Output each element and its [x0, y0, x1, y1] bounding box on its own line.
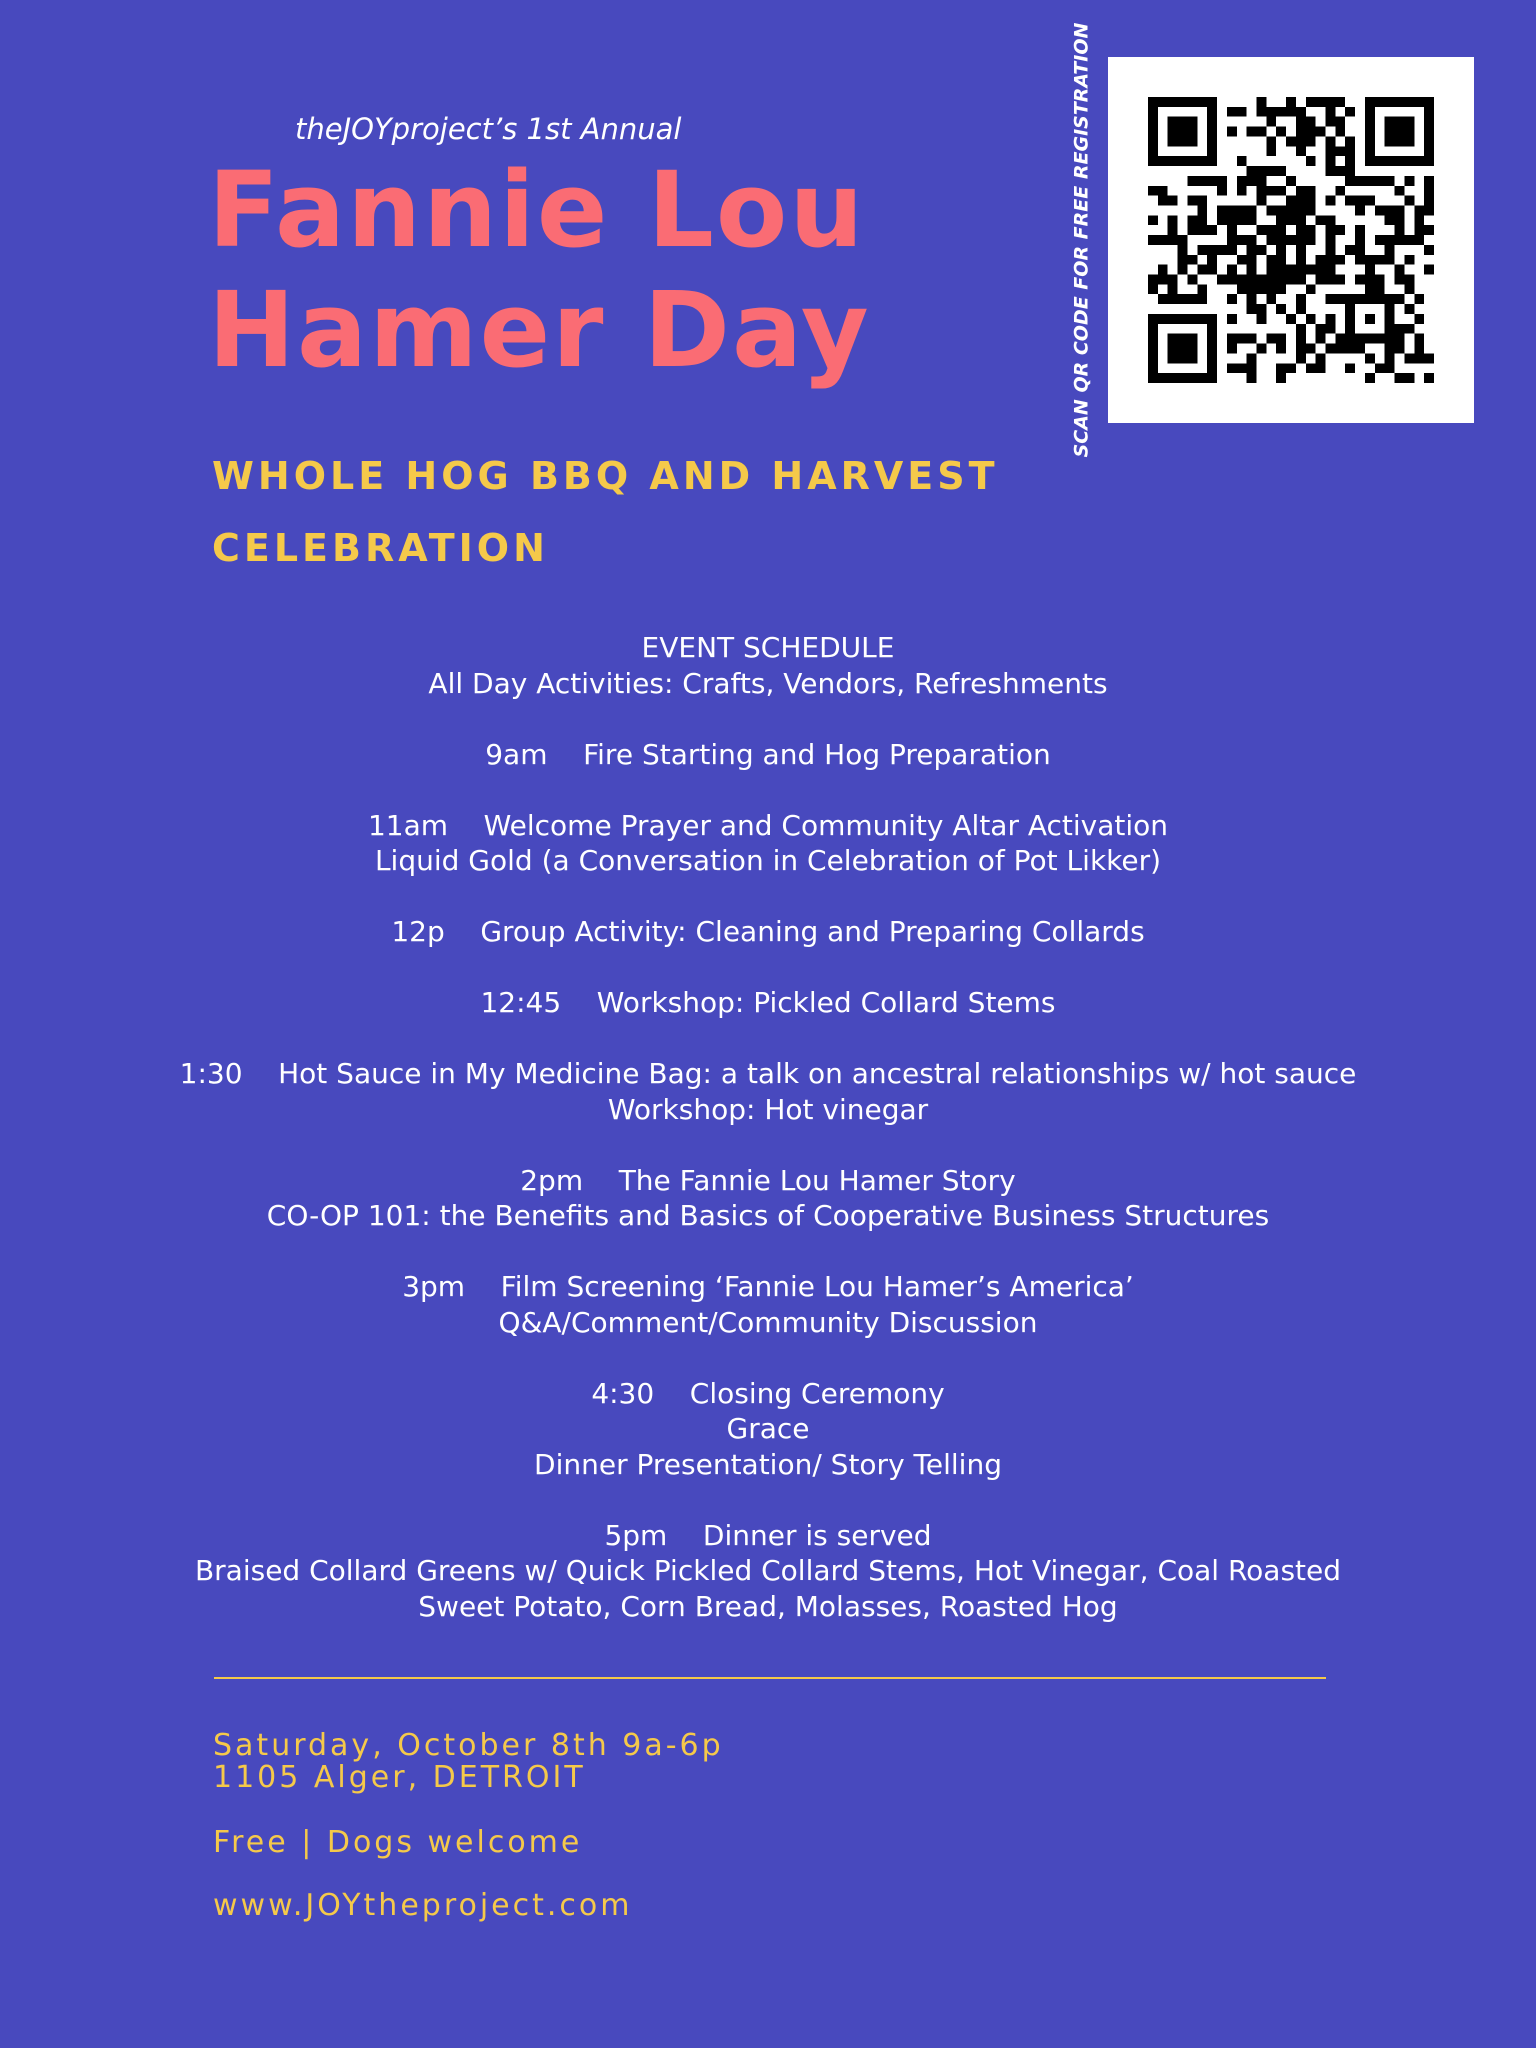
schedule-gap — [0, 701, 1536, 737]
qr-code-icon — [1148, 97, 1434, 383]
event-address: 1105 Alger, DETROIT — [213, 1760, 586, 1795]
schedule-gap — [0, 1340, 1536, 1376]
schedule-item — [0, 1518, 1536, 1625]
schedule-gap — [0, 1482, 1536, 1518]
schedule-item — [0, 1376, 1536, 1483]
schedule-items — [0, 701, 1536, 1624]
schedule-item — [0, 914, 1536, 950]
schedule-line: 3pm Film Screening ‘Fannie Lou Hamer’s America’ — [402, 1270, 1134, 1303]
title-line-2: Hamer Day — [208, 269, 871, 391]
schedule-line: CO-OP 101: the Benefits and Basics of Cooperative Business Structures — [266, 1199, 1270, 1232]
schedule-gap — [0, 950, 1536, 986]
schedule-line: Dinner Presentation/ Story Telling — [534, 1447, 1002, 1481]
qr-code[interactable] — [1108, 57, 1474, 423]
subtitle-line-2: CELEBRATION — [212, 526, 549, 570]
event-date: Saturday, October 8th 9a-6p — [213, 1728, 724, 1763]
all-day-activities: All Day Activities: Crafts, Vendors, Refreshments — [428, 666, 1108, 700]
schedule-line: 2pm The Fannie Lou Hamer Story — [520, 1163, 1016, 1197]
schedule-line: Workshop: Hot vinegar — [607, 1092, 929, 1126]
schedule-line: Grace — [726, 1412, 810, 1445]
event-notes: Free | Dogs welcome — [213, 1825, 583, 1860]
schedule-item — [0, 737, 1536, 773]
schedule-item — [0, 1269, 1536, 1340]
schedule-line: 12p Group Activity: Cleaning and Preparing Collards — [391, 915, 1145, 948]
page-title — [208, 150, 871, 390]
schedule-item — [0, 1163, 1536, 1234]
schedule-line: Sweet Potato, Corn Bread, Molasses, Roasted Hog — [418, 1589, 1118, 1623]
schedule-gap — [0, 879, 1536, 915]
schedule-gap — [0, 1234, 1536, 1270]
schedule-line: 12:45 Workshop: Pickled Collard Stems — [480, 986, 1056, 1019]
divider — [214, 1677, 1326, 1679]
schedule-line: 11am Welcome Prayer and Community Altar Activation — [367, 808, 1169, 842]
event-subtitle — [212, 440, 999, 584]
schedule-gap — [0, 1021, 1536, 1057]
schedule-line: 1:30 Hot Sauce in My Medicine Bag: a talk on ancestral relationships w/ hot sauce — [179, 1057, 1357, 1090]
schedule-line: Liquid Gold (a Conversation in Celebration of Pot Likker) — [374, 844, 1162, 877]
website-link[interactable]: www.JOYtheproject.com — [213, 1888, 633, 1923]
title-line-1: Fannie Lou — [208, 149, 866, 271]
schedule-line: 4:30 Closing Ceremony — [591, 1376, 945, 1410]
qr-caption — [1065, 22, 1097, 458]
schedule-heading: EVENT SCHEDULE — [641, 631, 895, 664]
pretitle: theJOYproject’s 1st Annual — [295, 112, 682, 146]
schedule-gap — [0, 1127, 1536, 1163]
schedule-item — [0, 985, 1536, 1021]
schedule-line: Q&A/Comment/Community Discussion — [498, 1305, 1038, 1339]
schedule-item — [0, 808, 1536, 879]
schedule-gap — [0, 772, 1536, 808]
event-schedule — [0, 630, 1536, 1624]
schedule-line: Braised Collard Greens w/ Quick Pickled Collard Stems, Hot Vinegar, Coal Roasted — [194, 1554, 1342, 1587]
schedule-line: 9am Fire Starting and Hog Preparation — [485, 737, 1051, 771]
subtitle-line-1: WHOLE HOG BBQ AND HARVEST — [212, 454, 999, 498]
qr-caption-text: SCAN QR CODE FOR FREE REGISTRATION — [1070, 22, 1093, 458]
schedule-line: 5pm Dinner is served — [604, 1518, 932, 1552]
schedule-item — [0, 1056, 1536, 1127]
